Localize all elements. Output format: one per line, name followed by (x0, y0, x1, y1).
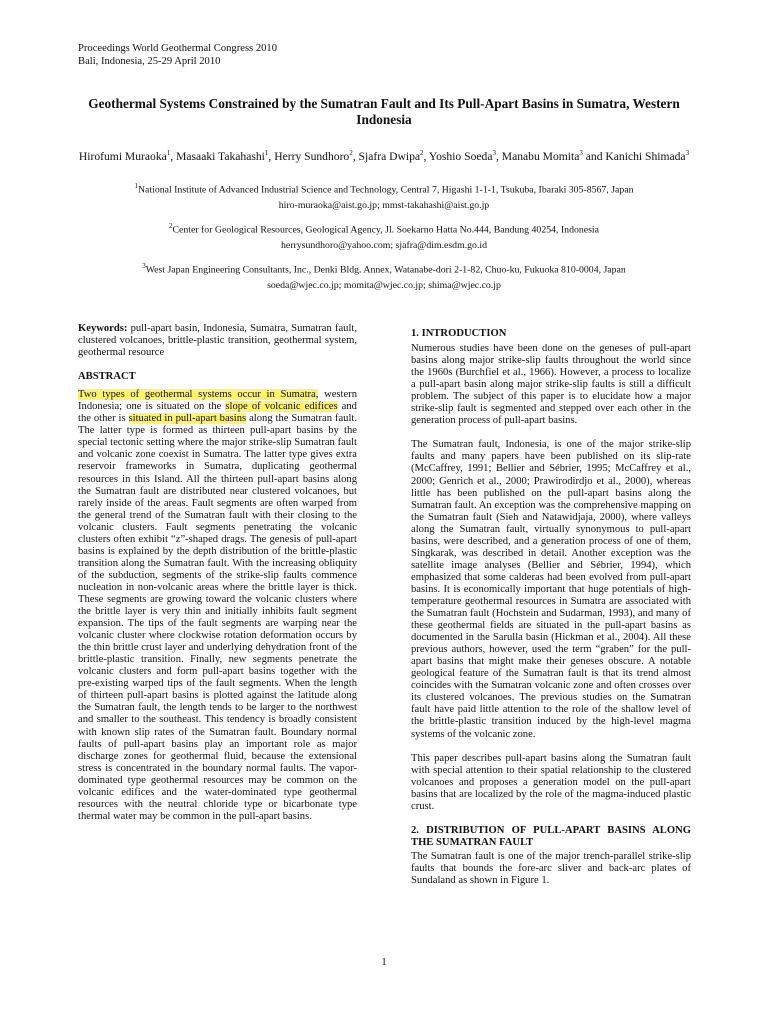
author-name: , Sjafra Dwipa (352, 149, 421, 163)
affiliation-address: Center for Geological Resources, Geological Agency, Jl. Soekarno Hatta No.444, Bandung 40254, Indonesia (172, 224, 599, 236)
highlighted-text: situated in pull-apart basins (128, 413, 247, 425)
conference-name: Proceedings World Geothermal Congress 2010 (78, 43, 278, 54)
conference-location: Bali, Indonesia, 25-29 April 2010 (78, 55, 221, 67)
affiliation-mark: 1 (134, 182, 138, 190)
affiliation-mark: 2 (168, 222, 173, 230)
author-name: , Manabu Momita (495, 149, 580, 163)
author-affiliation-mark: 2 (349, 149, 353, 157)
affiliation-mark: 3 (142, 262, 146, 270)
affiliation-1-email: hiro-muraoka@aist.go.jp; mmst-takahashi@aist.go.jp (278, 200, 490, 211)
author-name: and Kanichi Shimada (582, 149, 686, 163)
affiliation-3 (70, 260, 698, 276)
author-name: , Herry Sundhoro (268, 149, 350, 163)
affiliation-1 (70, 180, 698, 196)
conference-header (78, 43, 277, 68)
page-number: 1 (381, 957, 387, 968)
highlighted-text: slope of volcanic edifices (225, 401, 338, 413)
affiliation-3-email: soeda@wjec.co.jp; momita@wjec.co.jp; shima@wjec.co.jp (267, 280, 501, 291)
author-list (70, 146, 698, 164)
author-name: , Masaaki Takahashi (170, 149, 265, 163)
author-affiliation-mark: 3 (579, 149, 583, 157)
affiliation-address: National Institute of Advanced Industrial Science and Technology, Central 7, Higashi 1-1-1, Tsukuba, Ibaraki 305-8567, Japan (137, 184, 634, 196)
keywords (78, 323, 357, 359)
affiliation-address: West Japan Engineering Consultants, Inc., Denki Bldg. Annex, Watanabe-dori 2-1-82, Chuo-ku, Fukuoka 810-0004, Japan (145, 264, 626, 276)
author-affiliation-mark: 1 (166, 149, 171, 157)
abstract-text-part: and the other is (78, 401, 357, 425)
author-affiliation-mark: 1 (264, 149, 269, 157)
introduction-paragraph: The Sumatran fault, Indonesia, is one of the major strike-slip faults and many papers have been published on its slip-rate (McCaffrey, 1991; Bellier and Sébrier, 1995; McCaffrey et al., 2000; Genrich et al., 2000; Prawirodirdjo et al., 2000), whereas little has been published on the pull-apart basins along the Sumatran fault. An exception was the comprehensive mapping on the Sumatran fault (Sieh and Natawidjaja, 2000), where valleys along the Sumatran fault, virtually synonymous to pull-apart basins, were described, and a generation process of one of them, Singkarak, was described in detail. Another exception was the satellite image analyses (Bellier and Sébrier, 1994), which emphasized that some calderas had been evolved from pull-apart basins. It is economically important that huge potentials of high-temperature geothermal resources in Sumatra are associated with the Sumatran fault (Hochstein and Sudarman, 1993), and many of these geothermal fields are situated in the pull-apart basins as documented in the Sarulla basin (Hickman et al., 2004). All these previous authors, however, used the term “graben” for the pull-apart basins that might make their geneses obscure. A notable geological feature of the Sumatran fault is that its trend almost coincides with the Sumatran volcanic zone and often crosses over its clustered volcanoes. The previous studies on the Sumatran fault have paid little attention to the role of the shallow level of the brittle-plastic transition induced by the high-level magma systems of the volcanic zone. (411, 439, 691, 740)
author-name: , Yoshio Soeda (423, 149, 493, 163)
right-column (411, 328, 691, 887)
keywords-text: pull-apart basin, Indonesia, Sumatra, Sumatran fault, clustered volcanoes, brittle-plastic transition, geothermal system, geothermal resource (78, 323, 357, 359)
keywords-label: Keywords: (78, 323, 128, 334)
author-affiliation-mark: 3 (685, 149, 690, 157)
highlighted-text: Two types of geothermal systems occur in Sumatra, (78, 389, 319, 401)
section-2-paragraph: The Sumatran fault is one of the major trench-parallel strike-slip faults that bounds the fore-arc sliver and back-arc plates of Sundaland as shown in Figure 1. (411, 850, 691, 886)
author-name: Hirofumi Muraoka (78, 149, 167, 163)
introduction-heading: 1. INTRODUCTION (411, 328, 507, 339)
introduction-paragraph: This paper describes pull-apart basins along the Sumatran fault with special attention to their spatial relationship to the clustered volcanoes and proposes a generation model on the pull-apart basins that are localized by the role of the magma-induced plastic crust. (411, 752, 691, 812)
abstract-text (78, 389, 357, 823)
author-affiliation-mark: 3 (492, 149, 496, 157)
section-2-heading: 2. DISTRIBUTION OF PULL-APART BASINS ALONG THE SUMATRAN FAULT (411, 824, 691, 848)
abstract-text-part: along the Sumatran fault. The latter type is formed as thirteen pull-apart basins by the special tectonic setting where the major strike-slip Sumatran fault and volcanic zone coexist in Sumatra. The latter type gives extra reservoir frameworks in Sumatra, duplicating geothermal resources in this Island. All the thirteen pull-apart basins along the Sumatran fault are distributed near clustered volcanoes, but rarely inside of the areas. Fault segments are often warped from the general trend of the Sumatran fault with their closing to the volcanic clusters. Fault segments penetrating the volcanic clusters often exhibit “z”-shaped drags. The genesis of pull-apart basins is explained by the depth distribution of the brittle-plastic transition along the Sumatran fault. With the increasing obliquity of the subduction, segments of the strike-slip faults commence nucleation in non-volcanic areas where the brittle layer is thick. These segments are growing toward the volcanic clusters where the brittle layer is very thin and initially inhibits fault segment expansion. The tips of the fault segments are warping near the volcanic cluster where clockwise rotation deformation occurs by the thin brittle crust layer and underlying dehydration front of the brittle-plastic transition. Finally, new segments penetrate the volcanic clusters and form pull-apart basins together with the pre-existing warped tips of the fault segments. When the length of thirteen pull-apart basins is plotted against the latitude along the Sumatran fault, the length tends to be larger to the northwest and smaller to the southeast. This tendency is broadly consistent with known slip rates of the Sumatran fault. Boundary normal faults of pull-apart basins play an important role as major discharge zones for geothermal fluid, because the extensional stress is concentrated in the boundary normal faults. The vapor-dominated type geothermal resources may be common on the volcanic edifices and the water-dominated type geothermal resources with the neutral chloride type or bicarbonate type thermal water may be common in the pull-apart basins. (78, 413, 357, 822)
author-affiliation-mark: 2 (420, 149, 424, 157)
affiliation-2-email: herrysundhoro@yahoo.com; sjafra@dim.esdm.go.id (280, 240, 488, 251)
affiliation-2 (70, 220, 698, 236)
introduction-paragraph: Numerous studies have been done on the geneses of pull-apart basins along major strike-slip faults throughout the world since the 1960s (Burchfiel et al., 1966). However, a process to localize a pull-apart basin along major strike-slip faults is still a difficult problem. The subject of this paper is to elucidate how a major strike-slip fault is segmented and stepped over each other in the generation process of pull-apart basins. (411, 343, 691, 427)
abstract-heading: ABSTRACT (78, 371, 136, 383)
abstract-text-part: western Indonesia; one is situated on the (78, 389, 358, 413)
paper-title: Geothermal Systems Constrained by the Sumatran Fault and Its Pull-Apart Basins in Sumatra, Western Indonesia (88, 96, 680, 127)
left-column (78, 323, 357, 823)
